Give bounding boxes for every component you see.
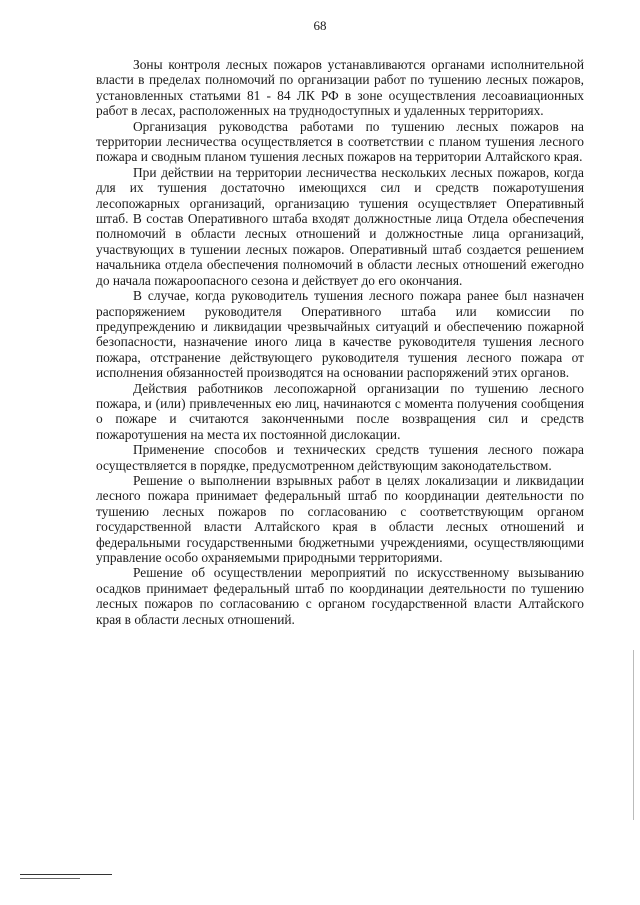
paragraph: В случае, когда руководитель тушения лесного пожара ранее был назначен распоряжением руководителя Оперативного штаба или комиссии по предупреждению и ликвидации чрезвычайных ситуаций и обеспечению пожарной безопасности, назначение иного лица в качестве руководителя тушения лесного пожара, отстранение действующего руководителя тушения лесного пожара от исполнения обязанностей производятся на основании распоряжений этих органов. (96, 288, 584, 381)
scan-edge-mark (633, 650, 634, 820)
page-number: 68 (313, 18, 327, 33)
paragraph: Организация руководства работами по тушению лесных пожаров на территории лесничества осуществляется в соответствии с планом тушения лесного пожара и сводным планом тушения лесных пожаров на территории Алтайского края. (96, 118, 584, 165)
paragraph: При действии на территории лесничества нескольких лесных пожаров, когда для их тушения достаточно имеющихся сил и средств пожаротушения лесопожарных организаций, организацию тушения осуществляет Оперативный штаб. В состав Оперативного штаба входят должностные лица Отдела обеспечения полномочий в области лесных отношений и должностные лица организаций, участвующих в тушении лесных пожаров. Оперативный штаб создается решением начальника отдела обеспечения полномочий в области лесных отношений ежегодно до начала пожароопасного сезона и действует до его окончания. (96, 164, 584, 288)
footer-rule-secondary (20, 878, 80, 879)
footer-rule (20, 874, 112, 875)
paragraph: Действия работников лесопожарной организации по тушению лесного пожара, и (или) привлеченных ею лиц, начинаются с момента получения сообщения о пожаре и считаются законченными после возвращения сил и средств пожаротушения на места их постоянной дислокации. (96, 380, 584, 442)
paragraph: Решение о выполнении взрывных работ в целях локализации и ликвидации лесного пожара принимает федеральный штаб по координации деятельности по тушению лесных пожаров по согласованию с соответствующим органом государственной власти Алтайского края в области лесных отношений и федеральными государственными бюджетными учреждениями, осуществляющими управление особо охраняемыми природными территориями. (96, 472, 584, 565)
document-body (96, 57, 584, 627)
paragraph: Применение способов и технических средств тушения лесного пожара осуществляется в порядке, предусмотренном действующим законодательством. (96, 442, 584, 473)
paragraph: Зоны контроля лесных пожаров устанавливаются органами исполнительной власти в пределах полномочий по организации работ по тушению лесных пожаров, установленных статьями 81 - 84 ЛК РФ в зоне осуществления лесоавиационных работ в лесах, расположенных на труднодоступных и удаленных территориях. (96, 57, 584, 119)
paragraph: Решение об осуществлении мероприятий по искусственному вызыванию осадков принимает федеральный штаб по координации деятельности по тушению лесных пожаров по согласованию с органом государственной власти Алтайского края в области лесных отношений. (96, 565, 584, 627)
